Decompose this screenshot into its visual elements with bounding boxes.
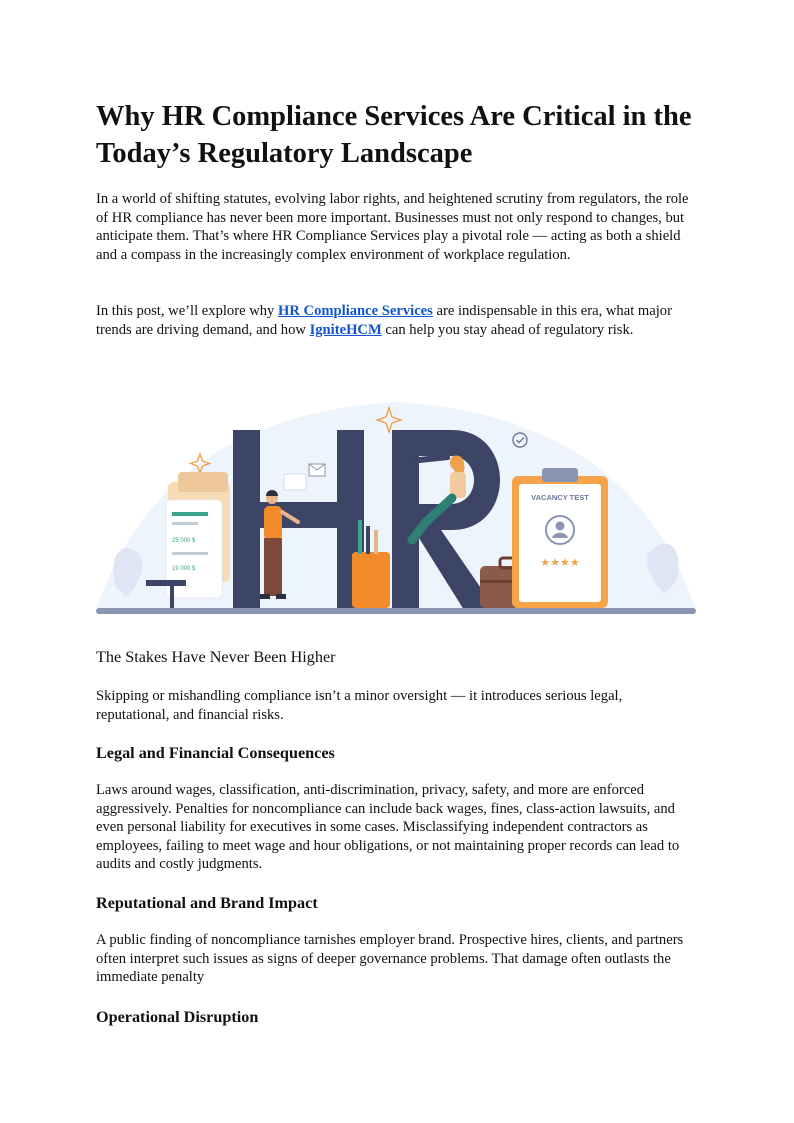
clipboard-clip — [542, 468, 578, 482]
clipboard-title: VACANCY TEST — [531, 493, 589, 502]
document-line — [172, 512, 208, 516]
hr-compliance-services-link[interactable]: HR Compliance Services — [278, 303, 433, 319]
man-pants — [264, 538, 282, 596]
pencil — [374, 530, 378, 554]
operational-disruption-heading: Operational Disruption — [96, 1008, 259, 1026]
pencil — [358, 520, 362, 554]
stand-top — [146, 580, 186, 586]
document-line — [172, 522, 198, 525]
legal-financial-paragraph: Laws around wages, classification, anti-discrimination, privacy, safety, and more are enforced aggressively. Penalties for noncompliance can include back wages, fines, class-action lawsuits, and even personal liability for executives in some cases. Misclassifying independent contractors as employees, failing to meet wage and hour obligations, or not maintaining proper records can lead to audits and costly judgments. — [96, 782, 680, 873]
note-card — [284, 474, 306, 490]
amount-label: 25 000 $ — [172, 538, 196, 544]
pencil-cup — [352, 552, 390, 608]
stand-leg — [170, 586, 174, 608]
letter-h-left — [233, 430, 260, 610]
post-intro-text-b: are indispensable in this era, what major trends are driving demand, and how — [96, 303, 672, 338]
article-title: Why HR Compliance Services Are Critical in the Today’s Regulatory Landscape — [96, 101, 692, 169]
post-intro-text-a: In this post, we’ll explore why — [96, 303, 278, 319]
stakes-heading: The Stakes Have Never Been Higher — [96, 648, 336, 666]
pencil — [366, 526, 370, 554]
hr-illustration — [96, 372, 696, 618]
ignitehcm-link[interactable]: IgniteHCM — [309, 321, 382, 338]
legal-financial-heading: Legal and Financial Consequences — [96, 744, 335, 762]
man-shirt — [264, 506, 282, 540]
document-line — [172, 552, 208, 555]
folder-back — [178, 472, 228, 492]
amount-label: 19 000 $ — [172, 566, 196, 572]
post-intro-text-c: can help you stay ahead of regulatory risk. — [381, 321, 634, 338]
rating-stars: ★★★★ — [540, 556, 580, 569]
reputational-brand-paragraph: A public finding of noncompliance tarnishes employer brand. Prospective hires, clients, and partners often interpret such issues as signs of deeper governance problems. That damage often outlasts the immediate penalty — [96, 932, 684, 986]
man-shoe — [260, 594, 270, 599]
intro-paragraph: In a world of shifting statutes, evolving labor rights, and heightened scrutiny from regulators, the role of HR compliance has never been more important. Businesses must not only respond to changes, but anticipate them. That’s where HR Compliance Services play a pivotal role — acting as both a shield and a compass in the increasingly complex environment of workplace regulation. — [96, 191, 689, 263]
man-shoe — [276, 594, 286, 599]
post-intro-paragraph — [96, 302, 696, 339]
stakes-paragraph: Skipping or mishandling compliance isn’t a minor oversight — it introduces serious legal, reputational, and financial risks. — [96, 688, 623, 723]
reputational-brand-heading: Reputational and Brand Impact — [96, 894, 318, 912]
ground-line — [96, 608, 696, 614]
